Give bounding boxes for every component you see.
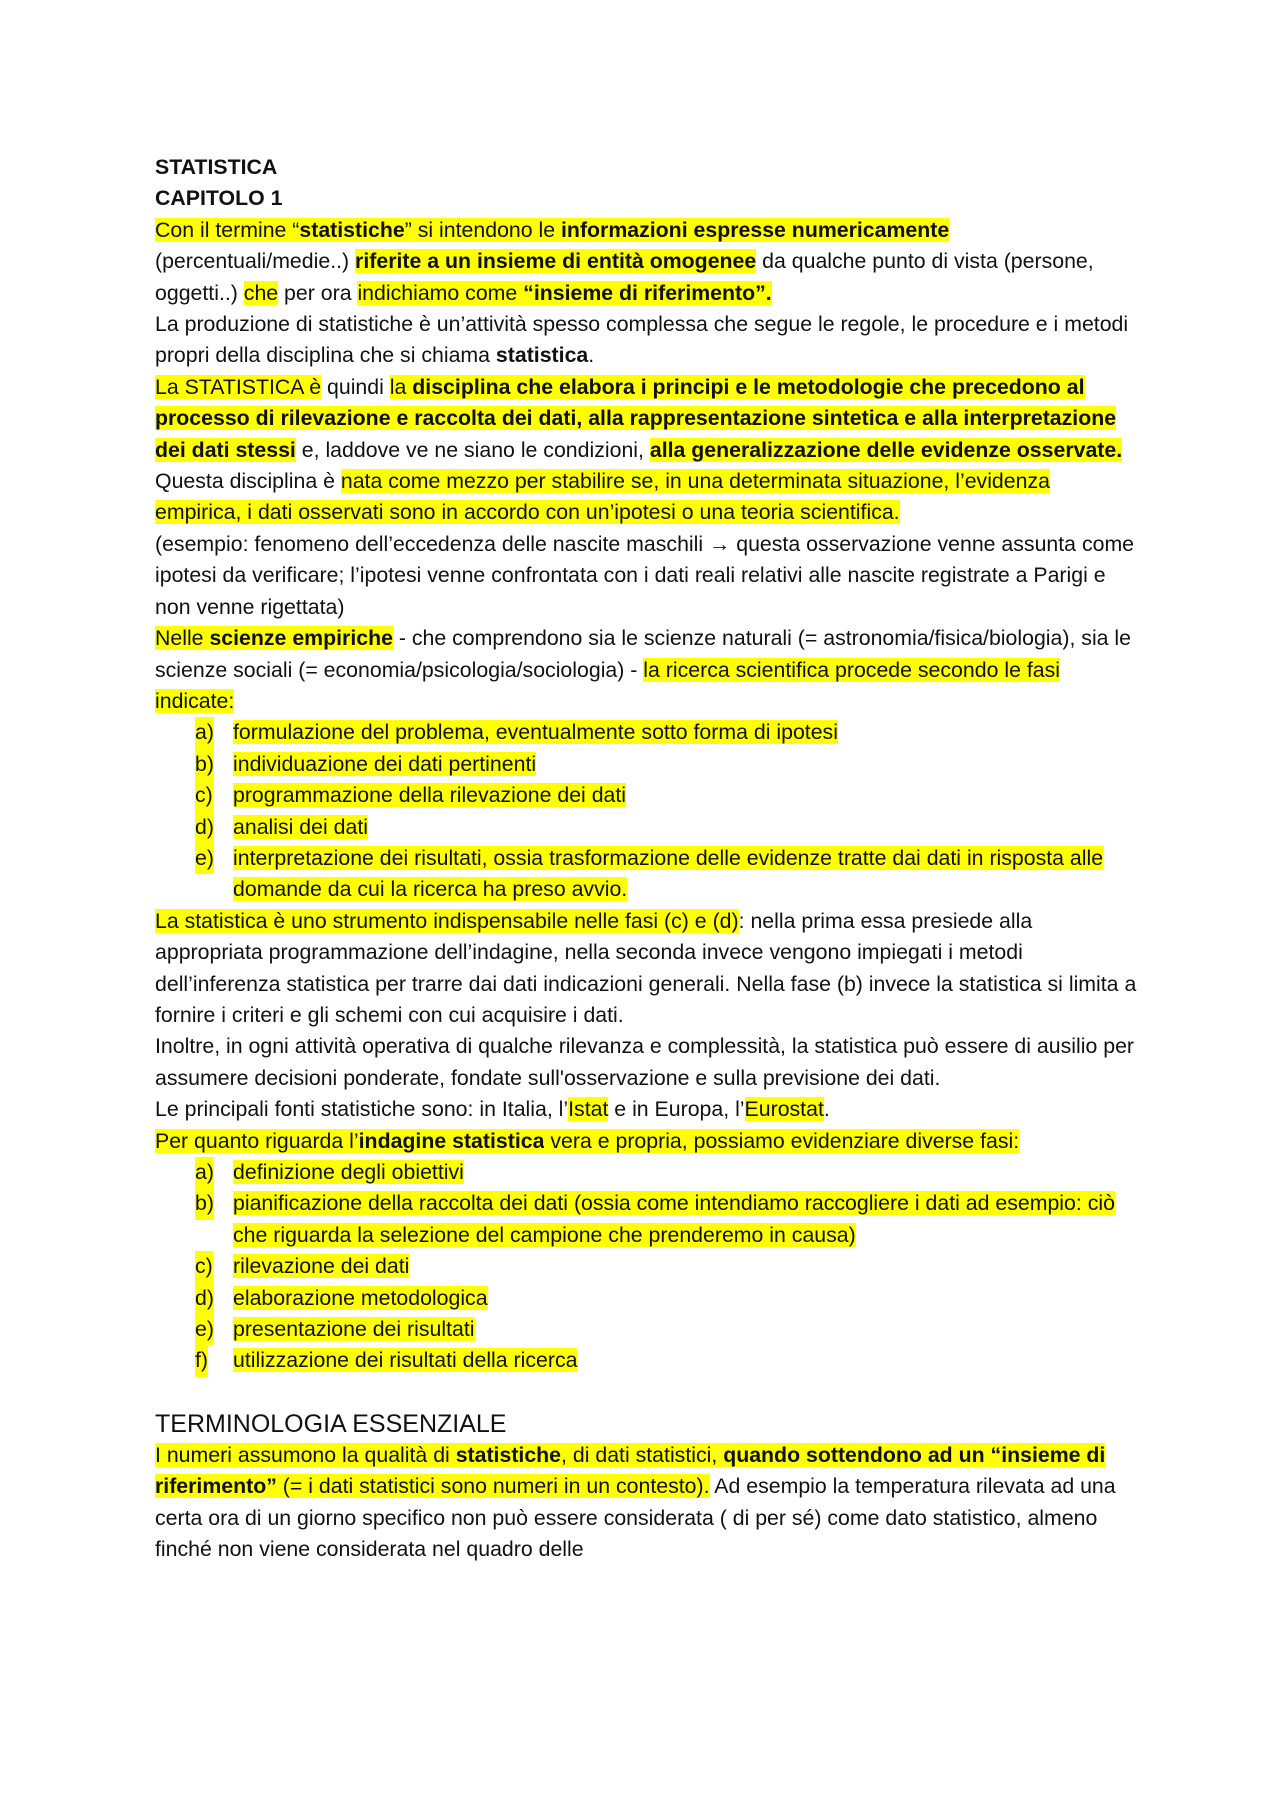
paragraph-decisions: Inoltre, in ogni attività operativa di qualche rilevanza e complessità, la statistica può essere di ausilio per assumere decisioni ponderate, fondate sull'osservazione e sulla previsione dei dati.: [155, 1034, 1135, 1090]
highlight: , di dati statistici,: [561, 1442, 724, 1467]
list-marker: c): [195, 1251, 213, 1282]
highlight: I numeri assumono la qualità di: [155, 1442, 456, 1467]
paragraph-survey: [155, 1126, 1140, 1157]
highlight: Istat: [568, 1097, 609, 1122]
list-marker: d): [195, 1283, 214, 1314]
list-item: [195, 749, 1140, 780]
text: e in Europa, l’: [608, 1097, 745, 1122]
document-body: [155, 152, 1140, 1565]
text: : nella prima essa presiede alla appropriata programmazione dell’indagine, nella seconda invece vengono impiegati i metodi dell’inferenza statistica per trarre dai dati indicazioni generali. Nella fase (b) invece la statistica si limita a fornire i criteri e gli schemi con cui acquisire i dati.: [155, 908, 1137, 1027]
list-item: [195, 1314, 1140, 1345]
paragraph-sources: [155, 1094, 1140, 1125]
bold-highlight: statistiche: [299, 217, 405, 242]
bold-highlight: informazioni espresse numericamente: [561, 217, 950, 242]
list-item-text: individuazione dei dati pertinenti: [233, 751, 537, 776]
paragraph-example: (esempio: fenomeno dell’eccedenza delle nascite maschili → questa osservazione venne assunta come ipotesi da verificare; l’ipotesi venne confrontata con i dati reali relativi alle nascite registrate a Parigi e non venne rigettata): [155, 531, 1135, 619]
list-item: [195, 1345, 1140, 1376]
text: e, laddove ve ne siano le condizioni,: [295, 437, 650, 462]
chapter-title: CAPITOLO 1: [155, 186, 283, 211]
list-marker: f): [195, 1345, 208, 1376]
text: Questa disciplina è: [155, 469, 341, 494]
paragraph-terminology: [155, 1440, 1140, 1566]
list-item: [195, 717, 1140, 748]
bold-highlight: scienze empiriche: [209, 626, 393, 651]
bold-highlight: “insieme di riferimento”.: [523, 280, 772, 305]
list-item-text: definizione degli obiettivi: [233, 1160, 464, 1184]
list-marker: e): [195, 843, 214, 874]
text: La produzione di statistiche è un’attività spesso complessa che segue le regole, le procedure e i metodi propri della disciplina che si chiama: [155, 312, 1129, 368]
bold-text: statistica: [495, 343, 589, 368]
list-item-text: elaborazione metodologica: [233, 1285, 488, 1310]
list-marker: e): [195, 1314, 214, 1345]
highlight: che: [243, 280, 279, 305]
bold-highlight: quando sottendono ad un “insieme di riferimento”: [155, 1442, 1106, 1499]
list-item: [195, 1157, 1140, 1188]
bold-highlight: alla generalizzazione delle evidenze osservate.: [649, 437, 1123, 462]
highlight: (= i dati statistici sono numeri in un contesto).: [276, 1474, 710, 1499]
text: (percentuali/medie..): [155, 249, 356, 274]
highlight: indichiamo come: [357, 280, 524, 305]
paragraph-definition: [155, 215, 1140, 309]
highlight: nata come mezzo per stabilire se, in una determinata situazione, l’evidenza empirica, i dati osservati sono in accordo con un’ipotesi o una teoria scientifica.: [155, 469, 1050, 525]
list-item-text: rilevazione dei dati: [233, 1254, 410, 1279]
bold-highlight: disciplina che elabora i principi e le metodologie che precedono al processo di rilevazione e raccolta dei dati, alla rappresentazione sintetica e alla interpretazione dei dati stessi: [155, 374, 1117, 462]
paragraph-empirical-sciences: [155, 623, 1140, 717]
list-item-text: pianificazione della raccolta dei dati (ossia come intendiamo raccogliere i dati ad esempio: ciò che riguarda la selezione del campione che prenderemo in causa): [233, 1191, 1115, 1247]
text: per ora: [278, 280, 358, 305]
bold-highlight: statistiche: [455, 1442, 562, 1467]
highlight: Nelle: [155, 626, 210, 651]
list-item: [195, 1251, 1140, 1282]
highlight: vera e propria, possiamo evidenziare diverse fasi:: [544, 1128, 1020, 1153]
text: .: [588, 343, 595, 368]
list-item-text: analisi dei dati: [233, 814, 368, 839]
highlight: Per quanto riguarda l’: [155, 1128, 359, 1153]
list-item-text: interpretazione dei risultati, ossia trasformazione delle evidenze tratte dai dati in risposta alle domande da cui la ricerca ha preso avvio.: [233, 845, 1104, 902]
highlight: la: [389, 374, 413, 399]
text: Le principali fonti statistiche sono: in Italia, l’: [155, 1097, 569, 1122]
highlight: ” si intendono le: [404, 217, 562, 242]
list-item: [195, 1283, 1140, 1314]
list-marker: a): [195, 717, 214, 748]
list-marker: b): [195, 1188, 214, 1219]
text: Ad esempio la temperatura rilevata ad una certa ora di un giorno specifico non può essere considerata ( di per sé) come dato statistico, almeno finché non viene considerata nel quadro delle: [155, 1474, 1116, 1562]
paragraph-production: [155, 309, 1140, 372]
document-title: STATISTICA: [155, 155, 278, 179]
list-item: [195, 1188, 1140, 1251]
bold-highlight: indagine statistica: [358, 1128, 545, 1153]
text: .: [823, 1097, 830, 1122]
list-marker: b): [195, 749, 214, 780]
list-marker: c): [195, 780, 213, 811]
highlight: La STATISTICA è: [155, 374, 322, 399]
list-item-text: presentazione dei risultati: [233, 1317, 475, 1342]
bold-highlight: riferite a un insieme di entità omogenee: [355, 249, 757, 274]
list-item-text: utilizzazione dei risultati della ricerca: [233, 1348, 578, 1373]
list-item: [195, 812, 1140, 843]
list-item-text: formulazione del problema, eventualmente sotto forma di ipotesi: [233, 720, 838, 745]
list-item: [195, 780, 1140, 811]
research-phases-list: [155, 717, 1140, 905]
paragraph-tool: [155, 906, 1140, 1032]
list-marker: a): [195, 1157, 214, 1188]
survey-phases-list: [155, 1157, 1140, 1377]
paragraph-origin: [155, 466, 1140, 529]
section-heading: TERMINOLOGIA ESSENZIALE: [155, 1409, 507, 1438]
text: - che comprendono sia le scienze naturali (= astronomia/fisica/biologia), sia le scienze sociali (= economia/psicologia/sociologia) -: [155, 626, 1132, 682]
text: quindi: [321, 374, 390, 399]
list-item: [195, 843, 1140, 906]
highlight: la ricerca scientifica procede secondo le fasi indicate:: [155, 657, 1060, 713]
highlight: Eurostat: [744, 1097, 824, 1122]
highlight: La statistica è uno strumento indispensabile nelle fasi (c) e (d): [155, 908, 739, 933]
list-item-text: programmazione della rilevazione dei dati: [233, 783, 627, 808]
list-marker: d): [195, 812, 214, 843]
text: da qualche punto di vista (persone, oggetti..): [155, 249, 1094, 305]
paragraph-statistica-definition: [155, 372, 1140, 466]
highlight: Con il termine “: [155, 217, 300, 242]
